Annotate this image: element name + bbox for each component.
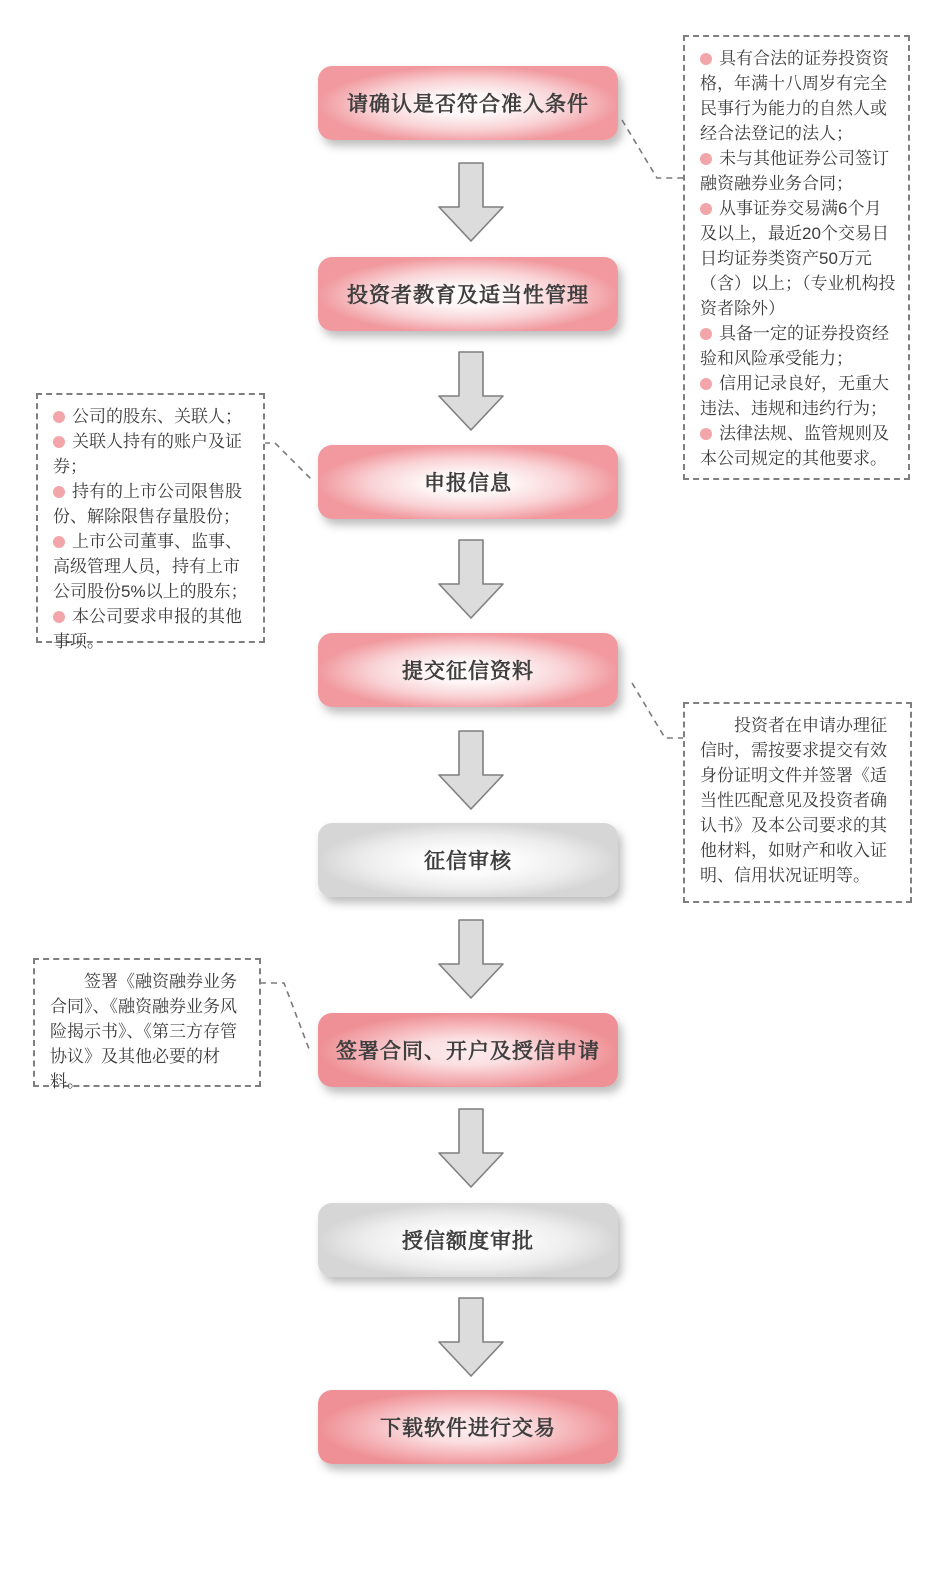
note-credit-application-materials [683, 702, 912, 903]
note-bullet-item [53, 479, 253, 529]
note-bullet-item [53, 404, 253, 429]
down-arrow-shape [439, 163, 503, 241]
down-arrow-icon [438, 1297, 504, 1377]
down-arrow-icon [438, 162, 504, 242]
bullet-dot-icon [53, 436, 65, 448]
down-arrow-icon [438, 730, 504, 810]
step-confirm-eligibility [318, 66, 618, 140]
note-item-text: 公司的股东、关联人； [72, 407, 242, 426]
note-item-text: 未与其他证券公司签订融资融券业务合同； [700, 149, 889, 193]
step-label: 申报信息 [424, 472, 512, 495]
bullet-dot-icon [53, 486, 65, 498]
step-label: 征信审核 [424, 850, 512, 873]
step-label: 授信额度审批 [402, 1230, 534, 1253]
note-bullet-item [700, 146, 898, 196]
note-paragraph: 投资者在申请办理征信时，需按要求提交有效身份证明文件并签署《适当性匹配意见及投资者确认书》及本公司要求的其他材料，如财产和收入证明、信用状况证明等。 [700, 716, 887, 885]
note-bullet-item [700, 46, 898, 146]
note-eligibility-requirements [683, 35, 910, 480]
step-label: 签署合同、开户及授信申请 [336, 1040, 600, 1063]
connector-step1-to-eligibility-note [622, 120, 683, 178]
connector-declaration-note-to-step3 [264, 443, 311, 479]
down-arrow-shape [439, 1109, 503, 1187]
note-bullet-item [53, 429, 253, 479]
step-investor-education [318, 257, 618, 331]
note-item-text: 从事证券交易满6个月及以上，最近20个交易日日均证券类资产50万元（含）以上；（专业机构投资者除外） [700, 199, 896, 318]
note-bullet-item [700, 196, 898, 321]
note-contract-documents [33, 958, 261, 1091]
connector-contract-note-to-step6 [260, 983, 309, 1049]
note-item-text: 信用记录良好，无重大违法、违规和违约行为； [700, 374, 889, 418]
step-download-software-trade [318, 1390, 618, 1464]
bullet-dot-icon [700, 203, 712, 215]
down-arrow-icon [438, 539, 504, 619]
note-bullet-item [700, 321, 898, 371]
down-arrow-icon [438, 1108, 504, 1188]
note-item-text: 关联人持有的账户及证券； [53, 432, 242, 476]
step-label: 下载软件进行交易 [380, 1417, 556, 1440]
step-label: 提交征信资料 [402, 660, 534, 683]
step-credit-limit-approval [318, 1203, 618, 1277]
down-arrow-icon [438, 351, 504, 431]
note-item-text: 持有的上市公司限售股份、解除限售存量股份； [53, 482, 242, 526]
note-bullet-item [53, 604, 253, 654]
bullet-dot-icon [53, 411, 65, 423]
bullet-dot-icon [53, 536, 65, 548]
note-declaration-items [36, 393, 265, 651]
step-submit-credit-materials [318, 633, 618, 707]
bullet-dot-icon [700, 53, 712, 65]
bullet-dot-icon [53, 611, 65, 623]
down-arrow-shape [439, 1298, 503, 1376]
step-credit-review [318, 823, 618, 897]
note-bullet-item [700, 371, 898, 421]
down-arrow-shape [439, 352, 503, 430]
step-declare-information [318, 445, 618, 519]
note-item-text: 具有合法的证券投资资格，年满十八周岁有完全民事行为能力的自然人或经合法登记的法人； [700, 49, 889, 143]
down-arrow-shape [439, 540, 503, 618]
step-label: 投资者教育及适当性管理 [347, 284, 589, 307]
bullet-dot-icon [700, 378, 712, 390]
note-item-text: 具备一定的证券投资经验和风险承受能力； [700, 324, 889, 368]
connector-step4-to-materials-note [632, 683, 684, 738]
bullet-dot-icon [700, 153, 712, 165]
down-arrow-shape [439, 731, 503, 809]
bullet-dot-icon [700, 428, 712, 440]
note-item-text: 上市公司董事、监事、高级管理人员，持有上市公司股份5%以上的股东； [53, 532, 248, 601]
note-item-text: 法律法规、监管规则及本公司规定的其他要求。 [700, 424, 889, 468]
note-bullet-item [53, 529, 253, 604]
step-label: 请确认是否符合准入条件 [347, 93, 589, 116]
bullet-dot-icon [700, 328, 712, 340]
note-paragraph: 签署《融资融券业务合同》、《融资融券业务风险揭示书》、《第三方存管协议》及其他必要的材料。 [50, 972, 237, 1091]
note-item-text: 本公司要求申报的其他事项。 [53, 607, 242, 651]
note-bullet-item [700, 421, 898, 471]
step-sign-contract-open-account [318, 1013, 618, 1087]
down-arrow-shape [439, 920, 503, 998]
down-arrow-icon [438, 919, 504, 999]
